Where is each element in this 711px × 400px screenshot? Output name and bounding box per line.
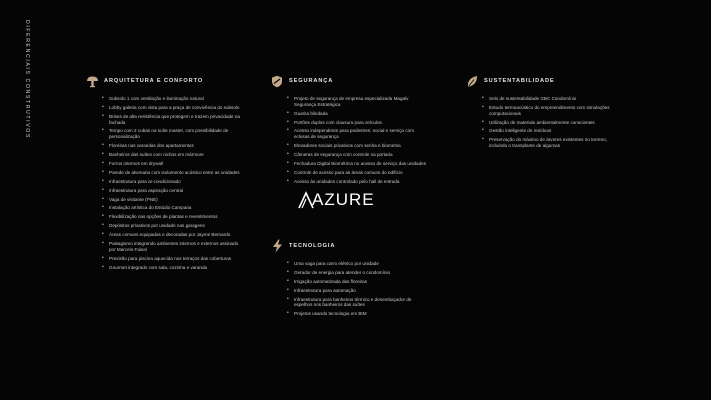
item-list: [85, 96, 245, 270]
logo-text: AZURE: [312, 190, 375, 209]
list-item: • Forros internos em drywall: [109, 161, 245, 167]
list-item: • Brises de alta resistência que protegem e trazem privacidade na fachada: [109, 114, 245, 126]
section-title: SEGURANÇA: [289, 78, 334, 84]
section-header: [85, 74, 245, 88]
section-title: TECNOLOGIA: [289, 243, 336, 249]
list-item: • Infraestrutura para ar-condicionado: [109, 179, 245, 185]
list-item: • Paisagismo integrando ambientes internos e externos assinado por Marcelo Faisal: [109, 241, 245, 253]
side-title: DIFERENCIAIS CONSTRUTIVOS: [24, 20, 30, 139]
list-item: • Portões duplos com clausura para veículos: [294, 120, 430, 126]
section-header: [270, 239, 430, 253]
section-header: [465, 74, 625, 88]
list-item: • Acesso às unidades controlado pelo hall de entrada: [294, 179, 430, 185]
section-sustentabilidade: [465, 74, 625, 152]
list-item: • Instalação artística do Estúdio Campana: [109, 205, 245, 211]
lightning-icon: [270, 239, 284, 253]
list-item: • Utilização de materiais ambientalmente conscientes: [489, 120, 625, 126]
list-item: • Gestão inteligente de resíduos: [489, 128, 625, 134]
list-item: • Gourmet integrado com sala, cozinha e varanda: [109, 265, 245, 271]
list-item: • Projeto de segurança de empresa especializada Magalv Segurança Estratégica: [294, 96, 430, 108]
item-list: [270, 96, 430, 185]
azure-logo: [298, 190, 375, 210]
list-item: • Uma vaga para carro elétrico por unidade: [294, 261, 430, 267]
list-item: • Estudo termoacústico do empreendimento com simulações computacionais: [489, 105, 625, 117]
list-item: • Infraestrutura para banheiros térmico e desembaçador de espelhos nos banheiros das suítes: [294, 297, 430, 309]
list-item: • Câmeras de segurança com controle na portaria: [294, 152, 430, 158]
list-item: • Infraestrutura para automação: [294, 288, 430, 294]
list-item: • Irrigação automatizada das floreiras: [294, 279, 430, 285]
list-item: • Guarita blindada: [294, 111, 430, 117]
list-item: • Vaga de visitante (PNE): [109, 197, 245, 203]
list-item: • Selo de sustentabilidade GBC Condomínio: [489, 96, 625, 102]
list-item: • Fechadura Digital Biométrica no acesso de serviço das unidades: [294, 161, 430, 167]
section-title: SUSTENTABILIDADE: [484, 78, 555, 84]
list-item: • Projetos usando tecnologia em BIM: [294, 311, 430, 317]
list-item: • Depósitos privativos por unidade nas garagens: [109, 223, 245, 229]
list-item: • Preservação do máximo de árvores existentes no terreno, incluindo o transplante de algumas: [489, 137, 625, 149]
list-item: • Previsão para piscina aquecida nos terraços das coberturas: [109, 256, 245, 262]
list-item: • Infraestrutura para aspiração central: [109, 188, 245, 194]
section-arquitetura: [85, 74, 245, 273]
list-item: • Controle de acesso para as áreas comuns do edifício: [294, 170, 430, 176]
item-list: [465, 96, 625, 149]
list-item: • Lobby galeria com vista para a praça de convivência do subsolo: [109, 105, 245, 111]
leaf-icon: [465, 74, 479, 88]
list-item: • Acesso independente para pedestres: social e serviço com eclusas de segurança: [294, 128, 430, 140]
list-item: • Tempo com 2 cubas na suíte master, com possibilidade de personalização: [109, 128, 245, 140]
list-item: • Elevadores sociais privativos com senha e biometria: [294, 143, 430, 149]
section-title: ARQUITETURA E CONFORTO: [104, 78, 204, 84]
list-item: • Banheiros das suítes com nichos em mármore: [109, 152, 245, 158]
item-list: [270, 261, 430, 317]
list-item: • Parede de alvenaria com isolamento acústico entre as unidades: [109, 170, 245, 176]
list-item: • Subsolo 1 com ventilação e iluminação natural: [109, 96, 245, 102]
section-tecnologia: [270, 239, 430, 320]
list-item: • Floreiras nas varandas dos apartamentos: [109, 143, 245, 149]
list-item: • Flexibilização nas opções de plantas e revestimentos: [109, 214, 245, 220]
shield-icon: [270, 74, 284, 88]
list-item: • Áreas comuns equipadas e decoradas por Jayme Bernardo: [109, 232, 245, 238]
list-item: • Gerador de energia para atender o condomínio: [294, 270, 430, 276]
section-header: [270, 74, 430, 88]
section-seguranca: [270, 74, 430, 188]
mushroom-lamp-icon: [85, 74, 99, 88]
